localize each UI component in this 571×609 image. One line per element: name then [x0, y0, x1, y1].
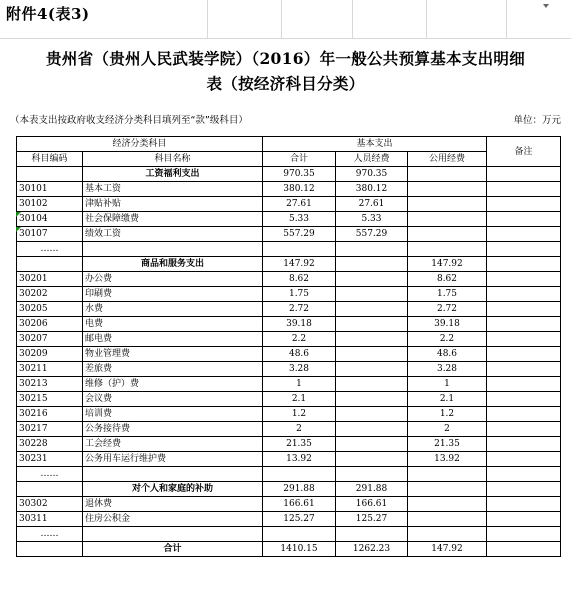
table-row [17, 197, 561, 212]
cell-name: 津贴补贴 [83, 197, 263, 212]
cell-personnel: 557.29 [336, 227, 408, 242]
cell-public: 13.92 [408, 452, 487, 467]
table-row [17, 257, 561, 272]
table-row [17, 512, 561, 527]
table-row [17, 467, 561, 482]
header-basic-expenditure: 基本支出 [263, 137, 487, 152]
cell-total: 1.2 [263, 407, 336, 422]
table-note: （本表支出按政府收支经济分类科目填列至“款”级科目） [10, 115, 248, 126]
cell-remark [487, 302, 561, 317]
header-total: 合计 [263, 152, 336, 167]
cell-total: 27.61 [263, 197, 336, 212]
cell-remark [487, 182, 561, 197]
cell-total: 291.88 [263, 482, 336, 497]
cell-public [408, 467, 487, 482]
cell-name: 差旅费 [83, 362, 263, 377]
cell-code: …… [17, 242, 83, 257]
cell-public: 2.72 [408, 302, 487, 317]
cell-name: 住房公积金 [83, 512, 263, 527]
cell-name: 印刷费 [83, 287, 263, 302]
table-row [17, 167, 561, 182]
cell-total: 1.75 [263, 287, 336, 302]
cell-code [17, 482, 83, 497]
table-row [17, 407, 561, 422]
cell-personnel [336, 332, 408, 347]
cell-total: 21.35 [263, 437, 336, 452]
cell-public [408, 512, 487, 527]
cell-remark [487, 452, 561, 467]
table-row [17, 527, 561, 542]
cell-name: 合计 [83, 542, 263, 557]
page-title: 贵州省（贵州人民武装学院）（2016）年一般公共预算基本支出明细 [46, 49, 525, 68]
header-code: 科目编码 [17, 152, 83, 167]
cell-public: 1.75 [408, 287, 487, 302]
header-remark: 备注 [487, 137, 561, 167]
cell-remark [487, 212, 561, 227]
cell-public: 1 [408, 377, 487, 392]
table-row [17, 212, 561, 227]
table-row [17, 542, 561, 557]
cell-public: 147.92 [408, 542, 487, 557]
cell-code: 30228 [17, 437, 83, 452]
cell-personnel [336, 377, 408, 392]
cell-remark [487, 512, 561, 527]
table-row [17, 332, 561, 347]
cell-code: …… [17, 467, 83, 482]
cell-code: 30213 [17, 377, 83, 392]
grid-line [207, 0, 208, 38]
cell-name [83, 527, 263, 542]
grid-line [0, 38, 571, 39]
cell-name: 物业管理费 [83, 347, 263, 362]
table-row [17, 227, 561, 242]
cell-public [408, 197, 487, 212]
grid-line [506, 0, 507, 38]
cell-name: 公务接待费 [83, 422, 263, 437]
cell-code: 30311 [17, 512, 83, 527]
cell-public: 3.28 [408, 362, 487, 377]
cell-name: 电费 [83, 317, 263, 332]
cell-personnel [336, 287, 408, 302]
cell-remark [487, 272, 561, 287]
cell-total [263, 242, 336, 257]
cell-total: 2.1 [263, 392, 336, 407]
cell-name: 会议费 [83, 392, 263, 407]
cell-total: 8.62 [263, 272, 336, 287]
cell-personnel [336, 452, 408, 467]
cell-total: 147.92 [263, 257, 336, 272]
cell-code [17, 257, 83, 272]
cell-marker-icon [16, 212, 21, 217]
cell-remark [487, 377, 561, 392]
cell-total: 2 [263, 422, 336, 437]
cell-code: 30201 [17, 272, 83, 287]
cell-marker-icon [16, 227, 21, 232]
cell-personnel [336, 317, 408, 332]
table-row [17, 287, 561, 302]
cell-personnel [336, 272, 408, 287]
cell-total: 3.28 [263, 362, 336, 377]
cell-code: 30104 [17, 212, 83, 227]
cell-total: 166.61 [263, 497, 336, 512]
header-economic-category: 经济分类科目 [17, 137, 263, 152]
table-row [17, 392, 561, 407]
cell-name: 维修（护）费 [83, 377, 263, 392]
cell-remark [487, 467, 561, 482]
cell-name: 邮电费 [83, 332, 263, 347]
cell-name: 退休费 [83, 497, 263, 512]
cell-personnel [336, 467, 408, 482]
cell-remark [487, 422, 561, 437]
cell-code: 30107 [17, 227, 83, 242]
table-row [17, 362, 561, 377]
cell-total [263, 527, 336, 542]
cell-public [408, 482, 487, 497]
cell-code: 30216 [17, 407, 83, 422]
cell-total: 39.18 [263, 317, 336, 332]
cell-personnel [336, 527, 408, 542]
cell-remark [487, 497, 561, 512]
table-row [17, 377, 561, 392]
table-row [17, 422, 561, 437]
cell-personnel: 380.12 [336, 182, 408, 197]
cell-code: 30205 [17, 302, 83, 317]
table-row [17, 497, 561, 512]
cell-total: 1410.15 [263, 542, 336, 557]
cell-public: 2.1 [408, 392, 487, 407]
cell-name [83, 242, 263, 257]
page-title-line2: 表（按经济科目分类） [206, 74, 365, 93]
header-name: 科目名称 [83, 152, 263, 167]
table-row [17, 437, 561, 452]
cell-personnel [336, 422, 408, 437]
cell-personnel: 27.61 [336, 197, 408, 212]
cell-total: 557.29 [263, 227, 336, 242]
cell-name: 公务用车运行维护费 [83, 452, 263, 467]
header-personnel: 人员经费 [336, 152, 408, 167]
budget-table [16, 136, 561, 557]
cell-personnel [336, 257, 408, 272]
cell-public: 1.2 [408, 407, 487, 422]
cell-remark [487, 332, 561, 347]
cell-name: 社会保障缴费 [83, 212, 263, 227]
cell-total: 1 [263, 377, 336, 392]
cell-public: 8.62 [408, 272, 487, 287]
cell-personnel: 970.35 [336, 167, 408, 182]
cell-personnel: 291.88 [336, 482, 408, 497]
table-row [17, 182, 561, 197]
cell-personnel [336, 362, 408, 377]
header-public: 公用经费 [408, 152, 487, 167]
table-row [17, 317, 561, 332]
cell-code: 30217 [17, 422, 83, 437]
cell-total [263, 467, 336, 482]
cell-code: 30231 [17, 452, 83, 467]
cell-public [408, 242, 487, 257]
cell-remark [487, 482, 561, 497]
cell-remark [487, 197, 561, 212]
cell-code: 30202 [17, 287, 83, 302]
cell-personnel [336, 242, 408, 257]
cell-name: 对个人和家庭的补助 [83, 482, 263, 497]
grid-line [352, 0, 353, 38]
cell-code: 30101 [17, 182, 83, 197]
cell-public: 48.6 [408, 347, 487, 362]
cell-code: 30102 [17, 197, 83, 212]
cell-code: 30302 [17, 497, 83, 512]
cell-personnel [336, 347, 408, 362]
cell-remark [487, 227, 561, 242]
cell-name: 工资福利支出 [83, 167, 263, 182]
cell-code: 30215 [17, 392, 83, 407]
cell-remark [487, 407, 561, 422]
cell-personnel [336, 302, 408, 317]
cell-name: 商品和服务支出 [83, 257, 263, 272]
grid-line [281, 0, 282, 38]
table-row [17, 302, 561, 317]
cell-public: 147.92 [408, 257, 487, 272]
cell-personnel: 125.27 [336, 512, 408, 527]
cell-public: 21.35 [408, 437, 487, 452]
cell-name: 办公费 [83, 272, 263, 287]
cell-public [408, 167, 487, 182]
cell-remark [487, 257, 561, 272]
cell-total: 970.35 [263, 167, 336, 182]
cell-remark [487, 167, 561, 182]
cell-personnel [336, 437, 408, 452]
cell-total: 13.92 [263, 452, 336, 467]
cell-code [17, 167, 83, 182]
cell-remark [487, 242, 561, 257]
cell-public [408, 212, 487, 227]
cell-name: 基本工资 [83, 182, 263, 197]
cell-personnel [336, 392, 408, 407]
cell-total: 2.72 [263, 302, 336, 317]
cell-remark [487, 362, 561, 377]
table-row [17, 452, 561, 467]
cell-remark [487, 437, 561, 452]
cell-personnel: 1262.23 [336, 542, 408, 557]
cell-public: 2 [408, 422, 487, 437]
cell-code [17, 542, 83, 557]
cell-remark [487, 392, 561, 407]
cell-public [408, 182, 487, 197]
header-row-group [17, 137, 561, 152]
cell-code: …… [17, 527, 83, 542]
cell-name: 绩效工资 [83, 227, 263, 242]
cell-name: 工会经费 [83, 437, 263, 452]
cell-public: 2.2 [408, 332, 487, 347]
cell-total: 380.12 [263, 182, 336, 197]
unit-label: 单位：万元 [513, 115, 561, 126]
cell-remark [487, 542, 561, 557]
cell-code: 30211 [17, 362, 83, 377]
cell-name: 培训费 [83, 407, 263, 422]
cell-code: 30207 [17, 332, 83, 347]
cell-personnel: 5.33 [336, 212, 408, 227]
cell-code: 30206 [17, 317, 83, 332]
cell-total: 125.27 [263, 512, 336, 527]
cell-name: 水费 [83, 302, 263, 317]
cell-remark [487, 347, 561, 362]
cell-public [408, 497, 487, 512]
grid-line [426, 0, 427, 38]
cell-public [408, 527, 487, 542]
cell-remark [487, 287, 561, 302]
cell-personnel [336, 407, 408, 422]
table-row [17, 272, 561, 287]
table-row [17, 242, 561, 257]
cell-name [83, 467, 263, 482]
cell-total: 2.2 [263, 332, 336, 347]
attachment-label: 附件4(表3) [6, 5, 90, 23]
table-row [17, 347, 561, 362]
cell-total: 5.33 [263, 212, 336, 227]
cell-code: 30209 [17, 347, 83, 362]
cell-total: 48.6 [263, 347, 336, 362]
cell-remark [487, 527, 561, 542]
table-body [17, 167, 561, 557]
dropdown-arrow-icon[interactable] [543, 4, 549, 8]
table-row [17, 482, 561, 497]
cell-remark [487, 317, 561, 332]
header-row-columns [17, 152, 561, 167]
cell-personnel: 166.61 [336, 497, 408, 512]
cell-public [408, 227, 487, 242]
cell-public: 39.18 [408, 317, 487, 332]
